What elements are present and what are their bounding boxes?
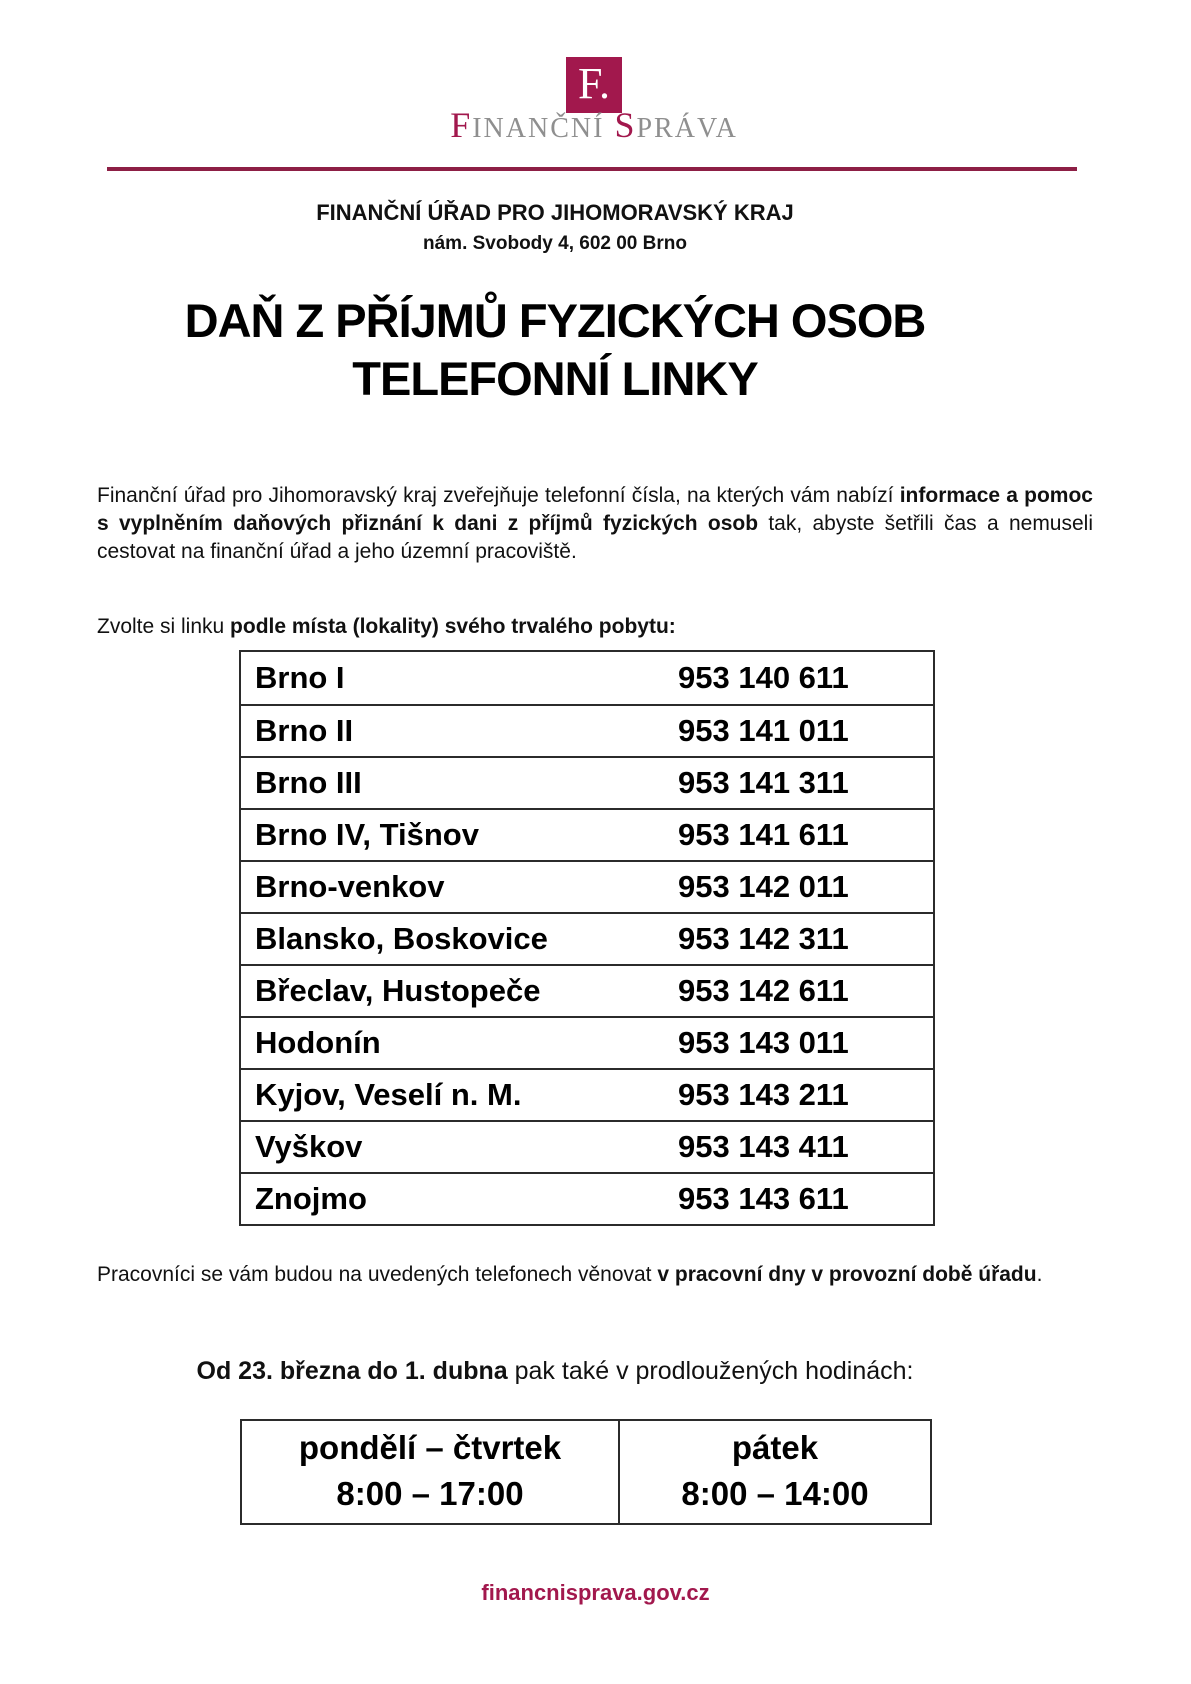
phone-cell: 953 143 211	[678, 1077, 849, 1112]
table-row	[241, 964, 933, 1016]
availability-note	[97, 1261, 1107, 1289]
extended-bold-text: Od 23. března do 1. dubna	[196, 1357, 508, 1385]
table-row	[241, 652, 933, 704]
logo-wordmark	[0, 105, 1188, 146]
table-row	[241, 860, 933, 912]
area-cell: Brno III	[255, 765, 362, 800]
footer-website-link[interactable]: financnisprava.gov.cz	[481, 1580, 710, 1605]
table-row	[241, 1120, 933, 1172]
area-cell: Znojmo	[255, 1181, 367, 1216]
area-cell: Břeclav, Hustopeče	[255, 973, 541, 1008]
hours-days: pátek	[731, 1429, 819, 1466]
page-title	[0, 292, 1110, 408]
logo-monogram: F.	[578, 59, 610, 108]
choose-text: Zvolte si linku	[97, 615, 231, 638]
table-row	[241, 704, 933, 756]
table-row	[241, 912, 933, 964]
wordmark-initial-f: F	[450, 105, 473, 145]
footer	[0, 1580, 1191, 1606]
note-bold-text: v pracovní dny v provozní době úřadu	[657, 1263, 1037, 1286]
page-title-line2: TELEFONNÍ LINKY	[352, 352, 758, 405]
area-cell: Brno-venkov	[255, 869, 445, 904]
phone-cell: 953 142 611	[678, 973, 849, 1008]
note-text-end: .	[1036, 1263, 1043, 1286]
area-cell: Brno II	[255, 713, 354, 748]
office-address: nám. Svobody 4, 602 00 Brno	[423, 233, 687, 254]
intro-text-end: tak, abyste šetřili čas a nemuseli cestovat na finanční úřad a jeho územní pracoviště.	[97, 512, 1093, 563]
extended-hours-table	[240, 1419, 932, 1525]
table-row	[241, 1068, 933, 1120]
note-text: Pracovníci se vám budou na uvedených telefonech věnovat	[97, 1263, 658, 1286]
hours-time: 8:00 – 14:00	[681, 1475, 869, 1512]
area-cell: Brno I	[255, 660, 345, 695]
wordmark-prava: PRÁVA	[636, 113, 738, 144]
phone-cell: 953 141 611	[678, 817, 849, 852]
extended-text: pak také v prodloužených hodinách:	[507, 1357, 914, 1385]
phone-lines-table	[239, 650, 935, 1226]
hours-cell-weekdays	[242, 1421, 620, 1523]
intro-bold-text: informace a pomoc s vyplněním daňových přiznání k dani z příjmů fyzických osob	[97, 484, 1093, 535]
intro-paragraph	[97, 482, 1093, 566]
choose-line-instruction	[97, 613, 1093, 641]
phone-cell: 953 143 011	[678, 1025, 849, 1060]
area-cell: Brno IV, Tišnov	[255, 817, 479, 852]
office-name: FINANČNÍ ÚŘAD PRO JIHOMORAVSKÝ KRAJ	[316, 200, 794, 225]
area-cell: Blansko, Boskovice	[255, 921, 548, 956]
intro-text: Finanční úřad pro Jihomoravský kraj zveřejňuje telefonní čísla, na kterých vám nabízí	[97, 484, 900, 507]
table-row	[241, 1016, 933, 1068]
table-row	[241, 1172, 933, 1224]
phone-cell: 953 140 611	[678, 660, 849, 695]
phone-cell: 953 142 011	[678, 869, 849, 904]
table-row	[241, 756, 933, 808]
page-title-line1: DAŇ Z PŘÍJMŮ FYZICKÝCH OSOB	[184, 294, 926, 347]
table-row	[241, 808, 933, 860]
extended-hours-line	[0, 1356, 1110, 1386]
phone-cell: 953 143 411	[678, 1129, 849, 1164]
area-cell: Hodonín	[255, 1025, 381, 1060]
header-divider	[107, 167, 1077, 171]
phone-cell: 953 142 311	[678, 921, 849, 956]
hours-days: pondělí – čtvrtek	[298, 1429, 562, 1466]
wordmark-initial-s: S	[614, 105, 637, 145]
choose-bold-text: podle místa (lokality) svého trvalého pobytu:	[230, 615, 676, 638]
phone-cell: 953 141 011	[678, 713, 849, 748]
area-cell: Kyjov, Veselí n. M.	[255, 1077, 522, 1112]
hours-cell-friday	[620, 1421, 930, 1523]
phone-cell: 953 143 611	[678, 1181, 849, 1216]
hours-time: 8:00 – 17:00	[336, 1475, 524, 1512]
wordmark-inancni: INANČNÍ	[472, 113, 605, 144]
area-cell: Vyškov	[255, 1129, 363, 1164]
phone-cell: 953 141 311	[678, 765, 849, 800]
